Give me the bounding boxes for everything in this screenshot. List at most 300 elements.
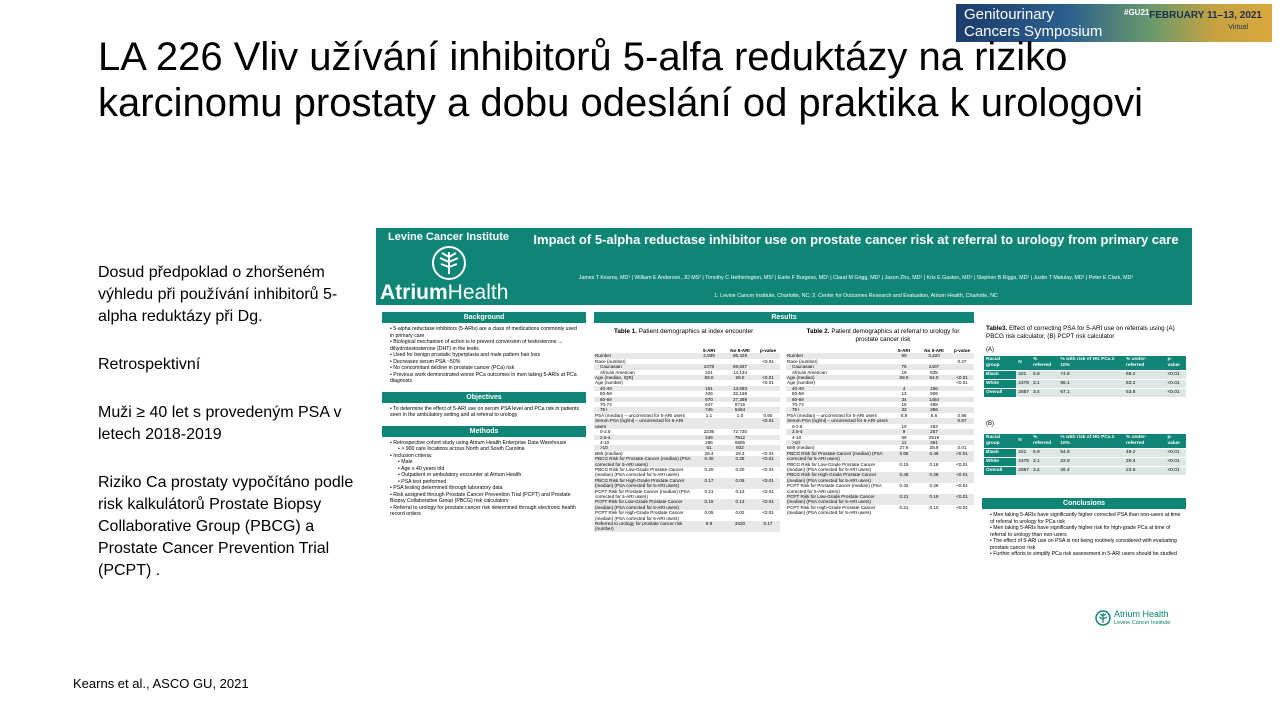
table-row	[786, 451, 974, 462]
method-item: • Referral to urology for prostate cancer risk determined through electronic health record orders	[390, 505, 582, 518]
table-cell: 0.17	[756, 521, 780, 532]
table-cell: Serum PSA (ng/ml) – uncorrected for 5-ARI users	[594, 418, 694, 429]
table-cell: 426	[694, 391, 724, 396]
conclusion-item: • Further efforts to simplify PCa risk assessment in 5-ARI users should be studied	[990, 551, 1182, 558]
table-cell: 70-74	[786, 402, 890, 407]
table-cell: 0.05	[694, 510, 724, 521]
leaf-logo-icon	[431, 245, 467, 281]
table-row	[594, 489, 780, 500]
table-cell: 0.28	[918, 472, 950, 483]
table-cell: Racial group	[984, 434, 1016, 449]
table-cell: Number	[786, 353, 890, 358]
section-header: Conclusions	[982, 498, 1186, 509]
table-cell: 11	[890, 440, 918, 445]
table-cell: <0.01	[1165, 380, 1186, 389]
table-cell: 0.86	[950, 413, 974, 418]
table-cell: 5.8	[890, 413, 918, 418]
table-cell: White	[984, 380, 1016, 389]
table-cell: 0.27	[950, 359, 974, 364]
table-cell: <0.01	[950, 462, 974, 473]
table-cell: African American	[786, 370, 890, 375]
table-cell: 0.15	[890, 462, 918, 473]
table-cell: 5-ARI	[703, 348, 715, 353]
table-cell: Race (number)	[786, 359, 890, 364]
table-row	[594, 478, 780, 489]
table-row	[594, 456, 780, 467]
background-item: • Biological mechanism of action is to prevent conversion of testosterone → dihydrotestosterone (DHT) in the testis	[390, 339, 582, 352]
table-row	[594, 499, 780, 510]
table-cell: Race (number)	[594, 359, 694, 364]
table-cell: White	[984, 458, 1016, 467]
banner-hashtag: #GU21	[1124, 8, 1150, 17]
table-cell: 63.2	[1124, 380, 1165, 389]
table-header-row	[984, 356, 1186, 371]
table-cell: 321	[1016, 449, 1031, 458]
table-cell: <0.01	[756, 375, 780, 380]
table-cell: <0.01	[756, 451, 780, 456]
table-cell: <0.01	[950, 483, 974, 494]
table-cell: 75+	[786, 407, 890, 412]
table-cell: 0.28	[724, 456, 756, 467]
methods-section	[382, 426, 586, 522]
table-cell: 66.1	[1058, 380, 1124, 389]
table-cell: 0.49	[918, 451, 950, 462]
table-cell: % under-referred	[1124, 356, 1165, 371]
table-cell: Age (median, IQR)	[594, 375, 694, 380]
table-cell: p-value	[1165, 356, 1186, 371]
table-cell: 2.5-4	[786, 429, 890, 434]
table1-caption: Table 1. Patient demographics at index encounter	[614, 328, 754, 335]
table-cell: 0.16	[694, 499, 724, 510]
table-cell: Number	[594, 353, 694, 358]
table-cell: >10	[594, 445, 694, 450]
table-cell: 2478	[694, 364, 724, 369]
conclusion-item: • Men taking 5-ARIs have significantly higher corrected PSA than non-users at time of referral to urology for PCa risk	[990, 512, 1182, 525]
table-cell: 61	[694, 445, 724, 450]
table-cell: <0.01	[756, 359, 780, 364]
poster-title: Impact of 5-alpha reductase inhibitor use on prostate cancer risk at referral to urology from primary care	[533, 232, 1179, 247]
table-cell: <0.01	[1165, 449, 1186, 458]
table-cell: 33	[890, 407, 918, 412]
table-cell: 14,134	[724, 370, 756, 375]
table1	[594, 348, 780, 532]
table3-caption: Table3. Effect of correcting PSA for 5-ARI use on referrals using (A) PBCG risk calculator, (B) PCPT risk calculator	[986, 325, 1175, 340]
table-row	[984, 380, 1186, 389]
table-cell: 10	[890, 424, 918, 429]
table-row	[594, 521, 780, 532]
table-cell: Age (number)	[786, 380, 890, 385]
table-cell: 0.19	[918, 494, 950, 505]
table-cell: 3.1	[1031, 380, 1058, 389]
background-item: • Used for benign prostatic hyperplasia and male pattern hair loss	[390, 352, 582, 359]
section-header: Objectives	[382, 392, 586, 403]
slide-bullet: Riziko Ca prostaty vypočítáno podle risk kalkulátorů Prostate Biopsy Collaborative Group (PBCG) a Prostate Cancer Prevention Trial (PCPT) .	[98, 474, 354, 579]
table-cell: PBCG Risk for Low-Grade Prostate Cancer (median) (PSA corrected for 5-ARI users)	[594, 467, 694, 478]
table-cell: 64.0	[918, 375, 950, 380]
table-cell: 0.20	[724, 467, 756, 478]
table-row	[594, 510, 780, 521]
table-cell: PCPT Risk for Prostate Cancer (median) (PSA corrected for 5-ARI users)	[594, 489, 694, 500]
table-cell: 1484	[918, 397, 950, 402]
method-item: • Age ≥ 40 years old	[390, 466, 582, 473]
table-cell: 0.48	[890, 472, 918, 483]
table-cell: 488	[918, 402, 950, 407]
table-cell: 28.4	[694, 451, 724, 456]
table-cell: 0.10	[918, 505, 950, 516]
slide-bullet: Muži ≥ 40 let s provedeným PSA v letech 2018-2019	[98, 404, 342, 443]
table-cell: % with risk of HG PCa ≥ 10%	[1058, 356, 1124, 371]
table-cell: <0.01	[756, 418, 780, 429]
table-cell: 1.0	[724, 413, 756, 418]
poster-image	[376, 228, 1192, 632]
table-cell: % under-referred	[1124, 434, 1165, 449]
table-cell: 4-10	[594, 440, 694, 445]
table-cell: 29.3	[724, 451, 756, 456]
table-cell: 0.65	[890, 451, 918, 462]
background-item: • No concomitant decline in prostate cancer (PCa) risk	[390, 365, 582, 372]
table-cell: 0-2.5	[594, 429, 694, 434]
results-header-right	[982, 312, 1186, 323]
table-cell: <0.01	[756, 380, 780, 385]
table-cell: 321	[694, 370, 724, 375]
table-cell: 4-10	[786, 435, 890, 440]
table-cell: 69.2	[1124, 371, 1165, 380]
table-cell: 63.8	[1124, 389, 1165, 398]
table-cell: 0.20	[694, 467, 724, 478]
table-cell: Black	[984, 449, 1016, 458]
table-cell: 9	[890, 429, 918, 434]
table-cell: 7912	[724, 435, 756, 440]
table-cell: 321	[1016, 371, 1031, 380]
table-cell: 647	[694, 402, 724, 407]
table-row	[594, 418, 780, 429]
table-cell: 2236	[694, 429, 724, 434]
table-cell: % referred	[1031, 434, 1058, 449]
table-cell: % referred	[1031, 356, 1058, 371]
conclusion-item: • The effect of 5-ARI use on PSA is not being routinely considered with evaluating prostate cancer risk	[990, 538, 1182, 551]
table-cell: 76	[890, 364, 918, 369]
table-cell: African American	[594, 370, 694, 375]
method-item: • PSA testing determined through laboratory data	[390, 485, 582, 492]
section-header: Background	[382, 312, 586, 323]
table-cell: PBCG Risk for High-Grade Prostate Cancer (median) (PSA corrected for 5-ARI users)	[594, 478, 694, 489]
table-cell: Black	[984, 371, 1016, 380]
table-cell: 346	[694, 435, 724, 440]
table-cell: PBCG Risk for Low-Grade Prostate Cancer (median) (PSA corrected for 5-ARI users)	[786, 462, 890, 473]
table-cell: 67.1	[1058, 389, 1124, 398]
table-cell: 13	[890, 391, 918, 396]
table-cell: 9.9	[694, 521, 724, 532]
table-row	[786, 505, 974, 516]
table-cell: Caucasian	[786, 364, 890, 369]
table-cell: 0-2.5	[786, 424, 890, 429]
table-cell: 49.2	[1124, 449, 1165, 458]
table-cell: <0.01	[1165, 371, 1186, 380]
table-cell: 0.13	[724, 489, 756, 500]
table-cell: PCPT Risk for High-Grade Prostate Cancer (median) (PSA corrected for 5-ARI users)	[594, 510, 694, 521]
table-cell: 2519	[918, 435, 950, 440]
table-cell: 40-49	[594, 386, 694, 391]
table-cell: 2478	[1016, 380, 1031, 389]
table-cell: Caucasian	[594, 364, 694, 369]
table-cell: 3420	[724, 521, 756, 532]
conclusions-section	[982, 498, 1186, 558]
table-row	[786, 472, 974, 483]
table-cell: Overall	[984, 467, 1016, 476]
table-cell: 5.9	[1031, 449, 1058, 458]
table-cell: 0.02	[724, 510, 756, 521]
table-cell: 970	[694, 397, 724, 402]
poster-left-column	[382, 312, 586, 525]
table-cell: BMI (median)	[594, 451, 694, 456]
table-cell: 13,693	[724, 386, 756, 391]
table-cell: No 5-ARI	[924, 348, 944, 353]
table-cell: 69.0	[890, 375, 918, 380]
table-cell: Referred to urology for prostate cancer risk (number)	[594, 521, 694, 532]
poster-authors: James T Kearns, MD¹ | William E Anderson, JD MS² | Timothy C Hetherington, MS² | Earle F Burgess, MD¹ | Claud M Grigg, MD¹ | Jason Zhu, MD¹ | Kris E Gaston, MD¹ | Stephen B Riggs, MD¹ | Justin T Matulay, MD¹ | Peter E Clark, MD¹	[578, 275, 1134, 281]
table-cell: 59.0	[724, 375, 756, 380]
table-row	[786, 494, 974, 505]
background-item: • Decreases serum PSA ~50%	[390, 359, 582, 366]
table-cell: 99	[890, 353, 918, 358]
table-cell: <0.01	[950, 505, 974, 516]
table-cell: 835	[918, 370, 950, 375]
method-item: • Outpatient or ambulatory encounter at Atrium Health	[390, 472, 582, 479]
table-cell: 70-74	[594, 402, 694, 407]
table3a-label: (A)	[986, 347, 994, 353]
table-cell: <0.01	[950, 451, 974, 462]
poster-affiliations: 1. Levine Cancer Institute, Charlotte, NC; 2. Center for Outcomes Research and Evaluation, Atrium Health, Charlotte, NC	[714, 293, 998, 299]
table-header-row	[984, 434, 1186, 449]
table-cell: 0.01	[950, 445, 974, 450]
banner-mode: Virtual	[1228, 24, 1248, 31]
table-cell: 69.0	[694, 375, 724, 380]
table-cell: Age (number)	[594, 380, 694, 385]
table-cell: <0.01	[756, 489, 780, 500]
citation: Kearns et al., ASCO GU, 2021	[73, 676, 249, 691]
table-cell: 72,730	[724, 429, 756, 434]
table-cell: 0.21	[890, 505, 918, 516]
table-cell: 2,939	[694, 353, 724, 358]
table-cell: N	[1016, 434, 1031, 449]
table-cell: <0.01	[756, 467, 780, 478]
table-cell: 3,420	[918, 353, 950, 358]
table-cell: >10	[786, 440, 890, 445]
table-cell: Overall	[984, 389, 1016, 398]
table-cell: 922	[724, 445, 756, 450]
table-cell: 0.57	[950, 418, 974, 423]
table-cell: 386	[918, 407, 950, 412]
table-cell: 22.8	[1058, 458, 1124, 467]
table-cell: 28.9	[918, 445, 950, 450]
institute-name: Levine Cancer Institute	[388, 231, 510, 243]
table-cell: 0.29	[918, 483, 950, 494]
table-cell: 3.4	[1031, 467, 1058, 476]
table-row	[984, 467, 1186, 476]
table-cell: 0.21	[890, 494, 918, 505]
slide-bullets	[98, 262, 360, 608]
table-cell: <0.01	[756, 499, 780, 510]
table-cell: 0.60	[756, 413, 780, 418]
section-header: Methods	[382, 426, 586, 437]
table-cell: 2478	[1016, 458, 1031, 467]
banner-title: Genitourinary Cancers Symposium	[964, 6, 1103, 40]
poster-header	[376, 228, 1192, 305]
results-header: Results	[594, 312, 974, 323]
table-cell: 5.9	[1031, 371, 1058, 380]
table-cell: 5-ARI	[898, 348, 910, 353]
objectives-section	[382, 392, 586, 423]
table-cell: 0.21	[694, 489, 724, 500]
table-cell: BMI (median)	[786, 445, 890, 450]
table-cell: 20.4	[1124, 458, 1165, 467]
table-cell: 2857	[1016, 389, 1031, 398]
background-item: • 5-alpha reductase inhibitors (5-ARIs) are a class of medications commonly used in primary care	[390, 326, 582, 339]
background-section	[382, 312, 586, 389]
method-item: • Inclusion criteria:	[390, 453, 582, 460]
table-cell: 86,429	[724, 353, 756, 358]
table-cell: 0.18	[918, 462, 950, 473]
table-cell: 296	[694, 440, 724, 445]
table-cell: 283	[918, 424, 950, 429]
table-cell: 156	[918, 386, 950, 391]
table-cell: 50-59	[594, 391, 694, 396]
table-cell: PSA (median) – uncorrected for 5-ARI users	[786, 413, 890, 418]
table-cell: p-value	[759, 348, 777, 353]
table-cell: <0.01	[1165, 389, 1186, 398]
slide-bullet: Dosud předpoklad o zhoršeném výhledu při používání inhibitorů 5-alpha reduktázy při Dg.	[98, 264, 338, 325]
table-cell: Serum PSA (ng/ml) – uncorrected for 5-ARI users	[786, 418, 890, 423]
table3b	[984, 434, 1186, 476]
table-cell: 0.17	[694, 478, 724, 489]
table-cell: N	[1016, 356, 1031, 371]
table-cell: 1.1	[694, 413, 724, 418]
method-item: • Retrospective cohort study using Atrium Health Enterprise Data Warehouse	[390, 440, 582, 447]
slide-bullet: Retrospektivní	[98, 356, 201, 373]
table3b-label: (B)	[986, 421, 994, 427]
table-cell: 0.06	[724, 478, 756, 489]
table-cell: PCPT Risk for Low-Grade Prostate Cancer (median) (PSA corrected for 5-ARI users)	[786, 494, 890, 505]
table-cell: <0.01	[756, 510, 780, 521]
method-item: • PSA test performed	[390, 479, 582, 486]
table-cell: 60-69	[594, 397, 694, 402]
table-cell: 23.6	[1124, 467, 1165, 476]
slide-title: LA 226 Vliv užívání inhibitorů 5-alfa reduktázy na riziko karcinomu prostaty a dobu odeslání od praktika k urologovi	[98, 35, 1144, 125]
table-cell: 19	[890, 370, 918, 375]
table2-caption: Table 2. Patient demographics at referral to urology for prostate cancer risk	[806, 328, 960, 343]
method-item: • Risk assigned through Prostate Cancer Prevention Trial (PCPT) and Prostate Biopsy Collaborative Group (PBCG) risk calculators	[390, 492, 582, 505]
objective-item: • To determine the effect of 5-ARI use on serum PSA level and PCa risk in patients seen in the ambulatory setting and at referral to urology	[390, 406, 582, 419]
table-cell: 3.4	[1031, 389, 1058, 398]
banner-dates: FEBRUARY 11–13, 2021	[1149, 10, 1262, 21]
table-cell: 0.12	[724, 499, 756, 510]
table-cell: 27.6	[890, 445, 918, 450]
atrium-health-wordmark: AtriumHealth	[380, 281, 509, 304]
table-row	[786, 483, 974, 494]
method-item: • Male	[390, 459, 582, 466]
table-cell: 6865	[724, 440, 756, 445]
table-cell: PBCG Risk for Prostate Cancer (median) (PSA corrected for 5-ARI users)	[594, 456, 694, 467]
table-cell: % with risk of HG PCa ≥ 10%	[1058, 434, 1124, 449]
table-row	[594, 467, 780, 478]
table3a	[984, 356, 1186, 398]
table-cell: 3.1	[1031, 458, 1058, 467]
table-cell: 54.8	[1058, 449, 1124, 458]
table-cell: PCPT Risk for High-Grade Prostate Cancer (median) (PSA corrected for 5-ARI users)	[786, 505, 890, 516]
table-cell: p-value	[1165, 434, 1186, 449]
table-cell: 60-69	[786, 397, 890, 402]
conclusion-item: • Men taking 5-ARIs have significantly higher risk for high-grade PCa at time of referral to urology than non-users	[990, 525, 1182, 538]
table-cell: No 5-ARI	[730, 348, 750, 353]
table-cell: PBCG Risk for Prostate Cancer (median) (PSA corrected for 5-ARI users)	[786, 451, 890, 462]
table-cell: Racial group	[984, 356, 1016, 371]
table-cell	[724, 418, 756, 429]
table-cell: 0.42	[890, 483, 918, 494]
table-cell: <0.01	[756, 478, 780, 489]
table-cell: 151	[694, 386, 724, 391]
table-cell: p-value	[953, 348, 971, 353]
table-cell: PCPT Risk for Prostate Cancer (median) (PSA corrected for 5-ARI users)	[786, 483, 890, 494]
table-cell: <0.01	[756, 456, 780, 467]
table-cell: 50-59	[786, 391, 890, 396]
table-row	[984, 458, 1186, 467]
table-cell: 34	[890, 397, 918, 402]
table-cell	[694, 418, 724, 429]
table-cell: 2.5-4	[594, 435, 694, 440]
table-row	[984, 389, 1186, 398]
table-cell: 27,389	[724, 397, 756, 402]
table-cell: PCPT Risk for Low-Grade Prostate Cancer (median) (PSA corrected for 5-ARI users)	[594, 499, 694, 510]
table-cell: PSA (median) – uncorrected for 5-ARI users	[594, 413, 694, 418]
table-row	[786, 462, 974, 473]
table-cell: <0.01	[950, 375, 974, 380]
table-cell: 75+	[594, 407, 694, 412]
table-cell: <0.01	[950, 472, 974, 483]
table-cell: 2407	[918, 364, 950, 369]
table-cell: 906	[918, 391, 950, 396]
table-cell: 40-49	[786, 386, 890, 391]
table-cell: 4	[890, 386, 918, 391]
table-cell: 74.8	[1058, 371, 1124, 380]
table-cell: 15	[890, 402, 918, 407]
table-cell: 361	[918, 440, 950, 445]
table-cell: 8715	[724, 402, 756, 407]
table-cell: 32,168	[724, 391, 756, 396]
table-cell: <0.01	[1165, 458, 1186, 467]
footer-leaf-icon	[1095, 610, 1111, 626]
table2	[786, 348, 974, 516]
table-cell: Age (median)	[786, 375, 890, 380]
table-cell: <0.01	[950, 380, 974, 385]
table-cell: 257	[918, 429, 950, 434]
table-cell: 0.40	[694, 456, 724, 467]
table-cell: 26.4	[1058, 467, 1124, 476]
table-cell: 6464	[724, 407, 756, 412]
table-cell: 69,837	[724, 364, 756, 369]
table-row	[984, 449, 1186, 458]
table-row	[984, 371, 1186, 380]
table-cell: PBCG Risk for High-Grade Prostate Cancer (median) (PSA corrected for 5-ARI users)	[786, 472, 890, 483]
table-cell: <0.01	[950, 494, 974, 505]
table-cell: 69	[890, 435, 918, 440]
table-cell: 2857	[1016, 467, 1031, 476]
table-cell: 5.6	[918, 413, 950, 418]
method-item: • > 900 care locations across North and South Carolina	[390, 446, 582, 453]
table-cell: 745	[694, 407, 724, 412]
footer-logo: Atrium Health Levine Cancer Institute	[1094, 608, 1190, 630]
background-item: • Previous work demonstrated worse PCa outcomes in men taking 5-ARIs at PCa diagnosis	[390, 372, 582, 385]
table-cell: <0.01	[1165, 467, 1186, 476]
